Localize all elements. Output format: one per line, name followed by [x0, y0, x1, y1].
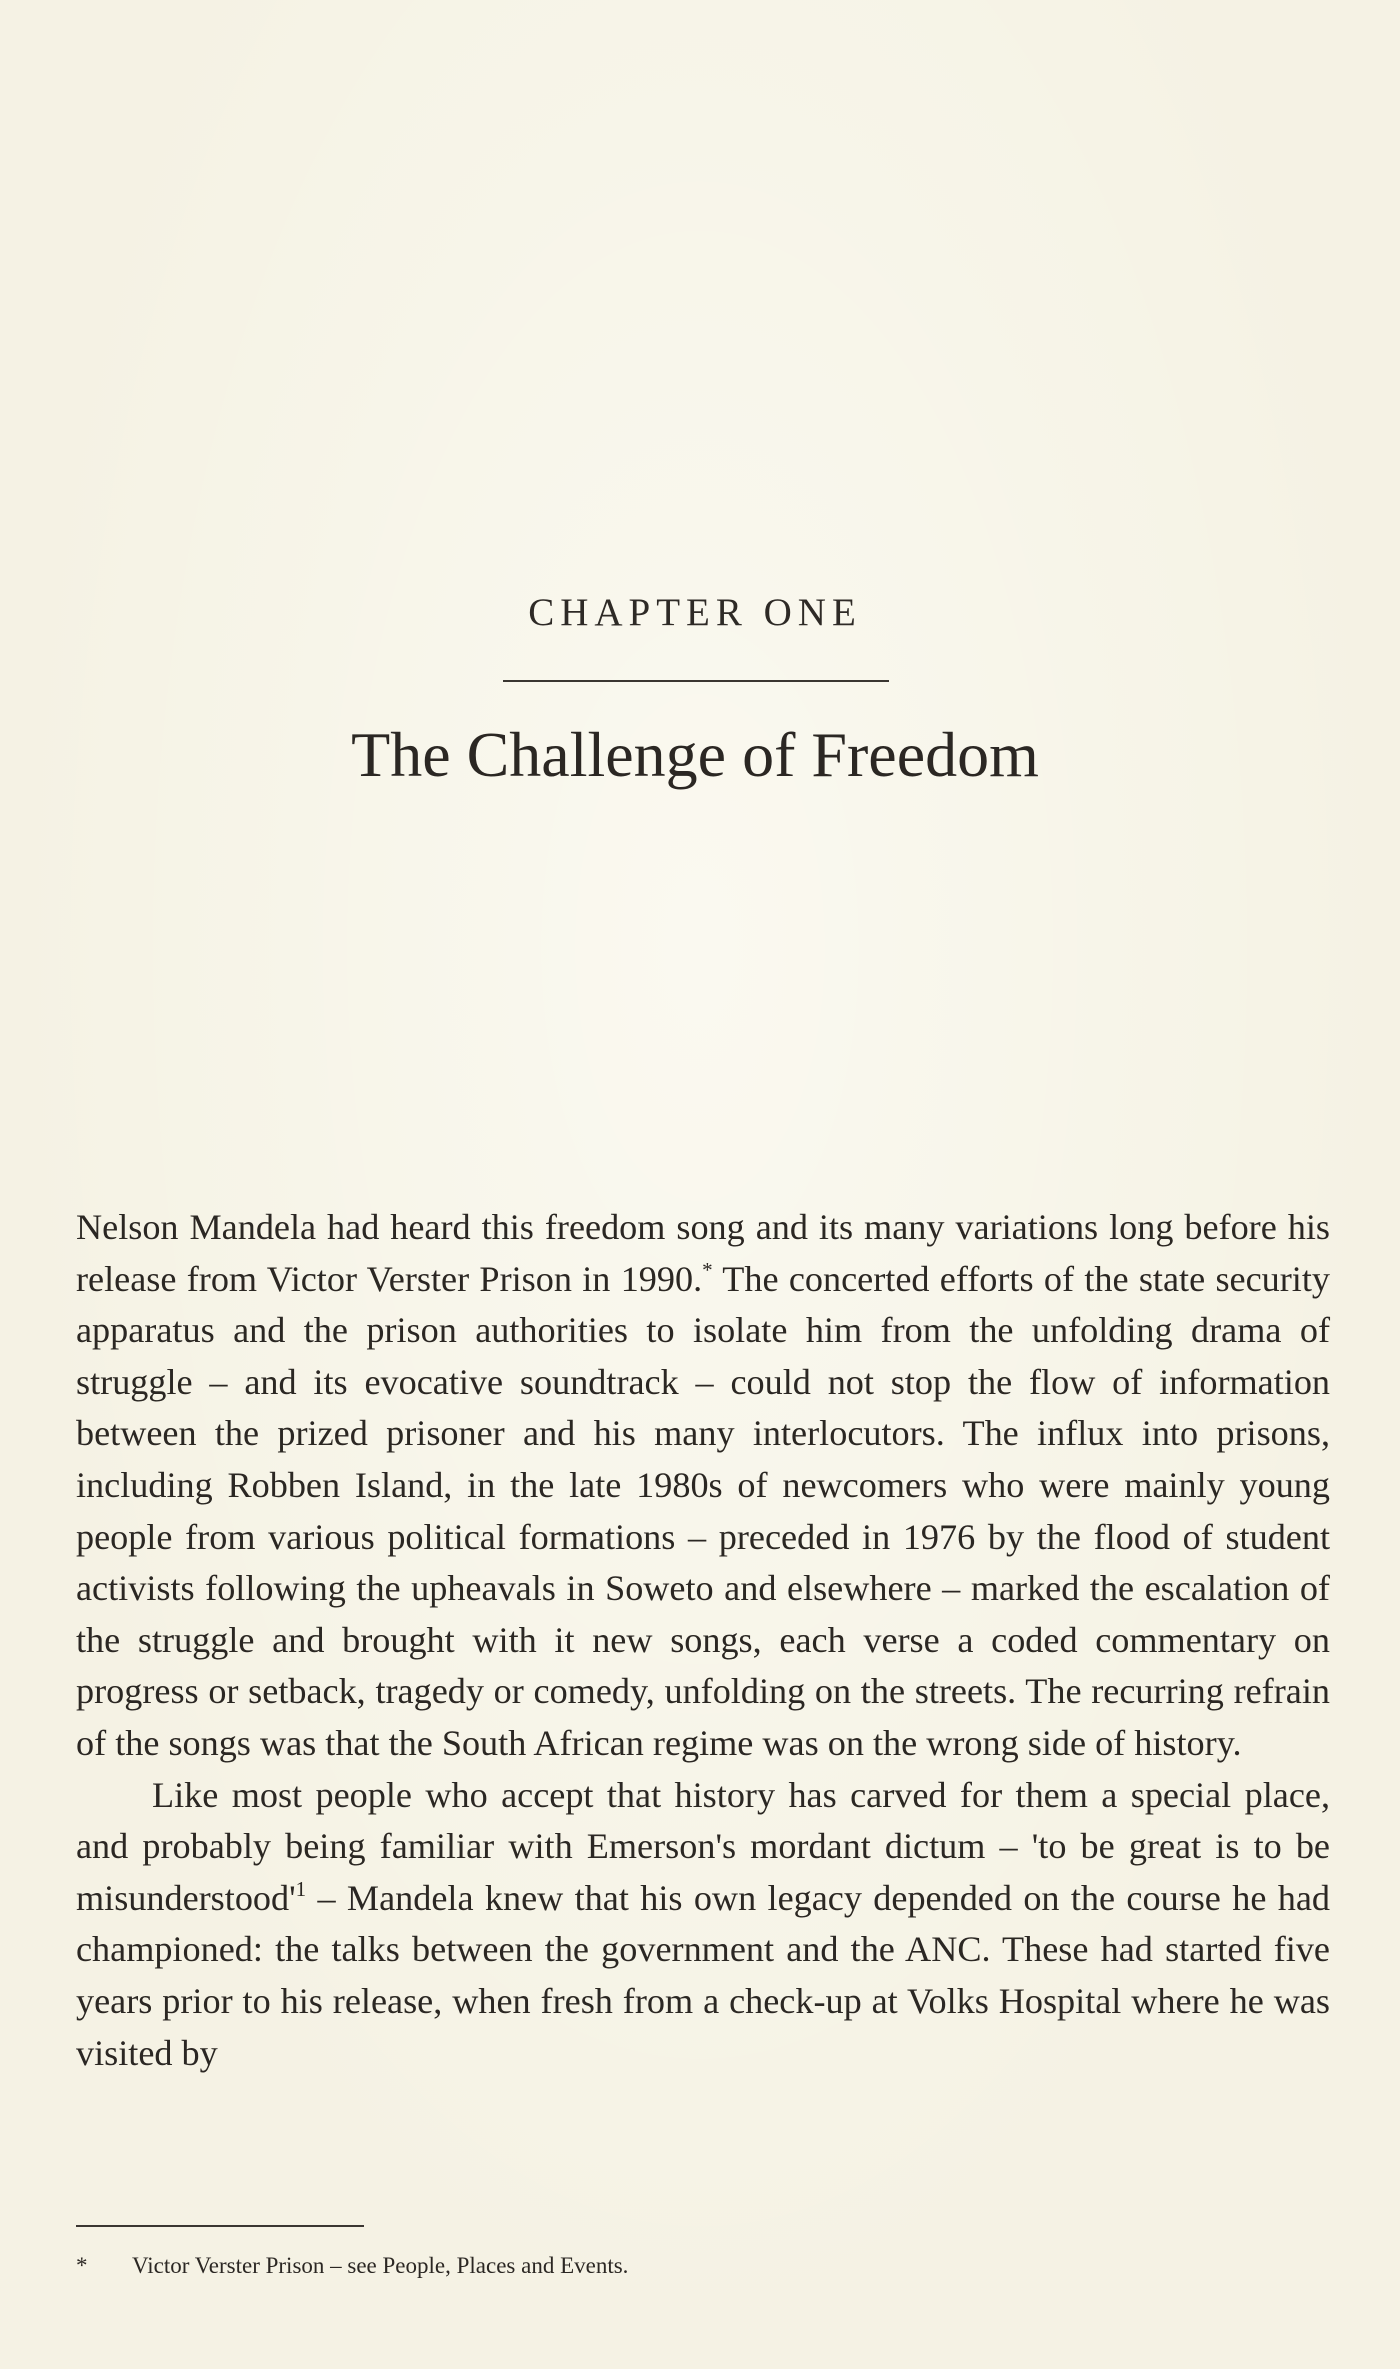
paragraph-1: [76, 1202, 1330, 1770]
paragraph-2: [76, 1770, 1330, 2080]
paragraph-2-text-start: Like most people who accept that history has carved for them a special place, and probably being familiar with Emerson's mordant dictum – 'to be great is to be misunderstood': [76, 1774, 1330, 1918]
chapter-label: CHAPTER ONE: [528, 591, 862, 634]
footnote-marker: *: [76, 2253, 88, 2278]
footnote-text: Victor Verster Prison – see People, Places and Events.: [132, 2253, 629, 2278]
endnote-reference-marker: 1: [295, 1876, 307, 1901]
paragraph-1-text-end: The concerted efforts of the state security apparatus and the prison authorities to isolate him from the unfolding drama of struggle – and its evocative soundtrack – could not stop the flow of information between the prized prisoner and his many interlocutors. The influx into prisons, including Robben Island, in the late 1980s of newcomers who were mainly young people from various political formations – preceded in 1976 by the flood of student activists following the upheavals in Soweto and elsewhere – marked the escalation of the struggle and brought with it new songs, each verse a coded commentary on progress or setback, tragedy or comedy, unfolding on the streets. The recurring refrain of the songs was that the South African regime was on the wrong side of history.: [76, 1258, 1330, 1763]
footnote-divider: [76, 2225, 364, 2227]
chapter-title: The Challenge of Freedom: [351, 719, 1039, 790]
footnote: [76, 2251, 628, 2281]
paragraph-2-text-end: – Mandela knew that his own legacy depended on the course he had championed: the talks between the government and the ANC. These had started five years prior to his release, when fresh from a check-up at Volks Hospital where he was visited by: [76, 1877, 1330, 2073]
chapter-divider: [503, 680, 889, 682]
paragraph-1-text-start: Nelson Mandela had heard this freedom song and its many variations long before his release from Victor Verster Prison in 1990.: [76, 1207, 1330, 1299]
body-text: [76, 1202, 1330, 2079]
footnote-reference-marker: *: [702, 1257, 713, 1282]
